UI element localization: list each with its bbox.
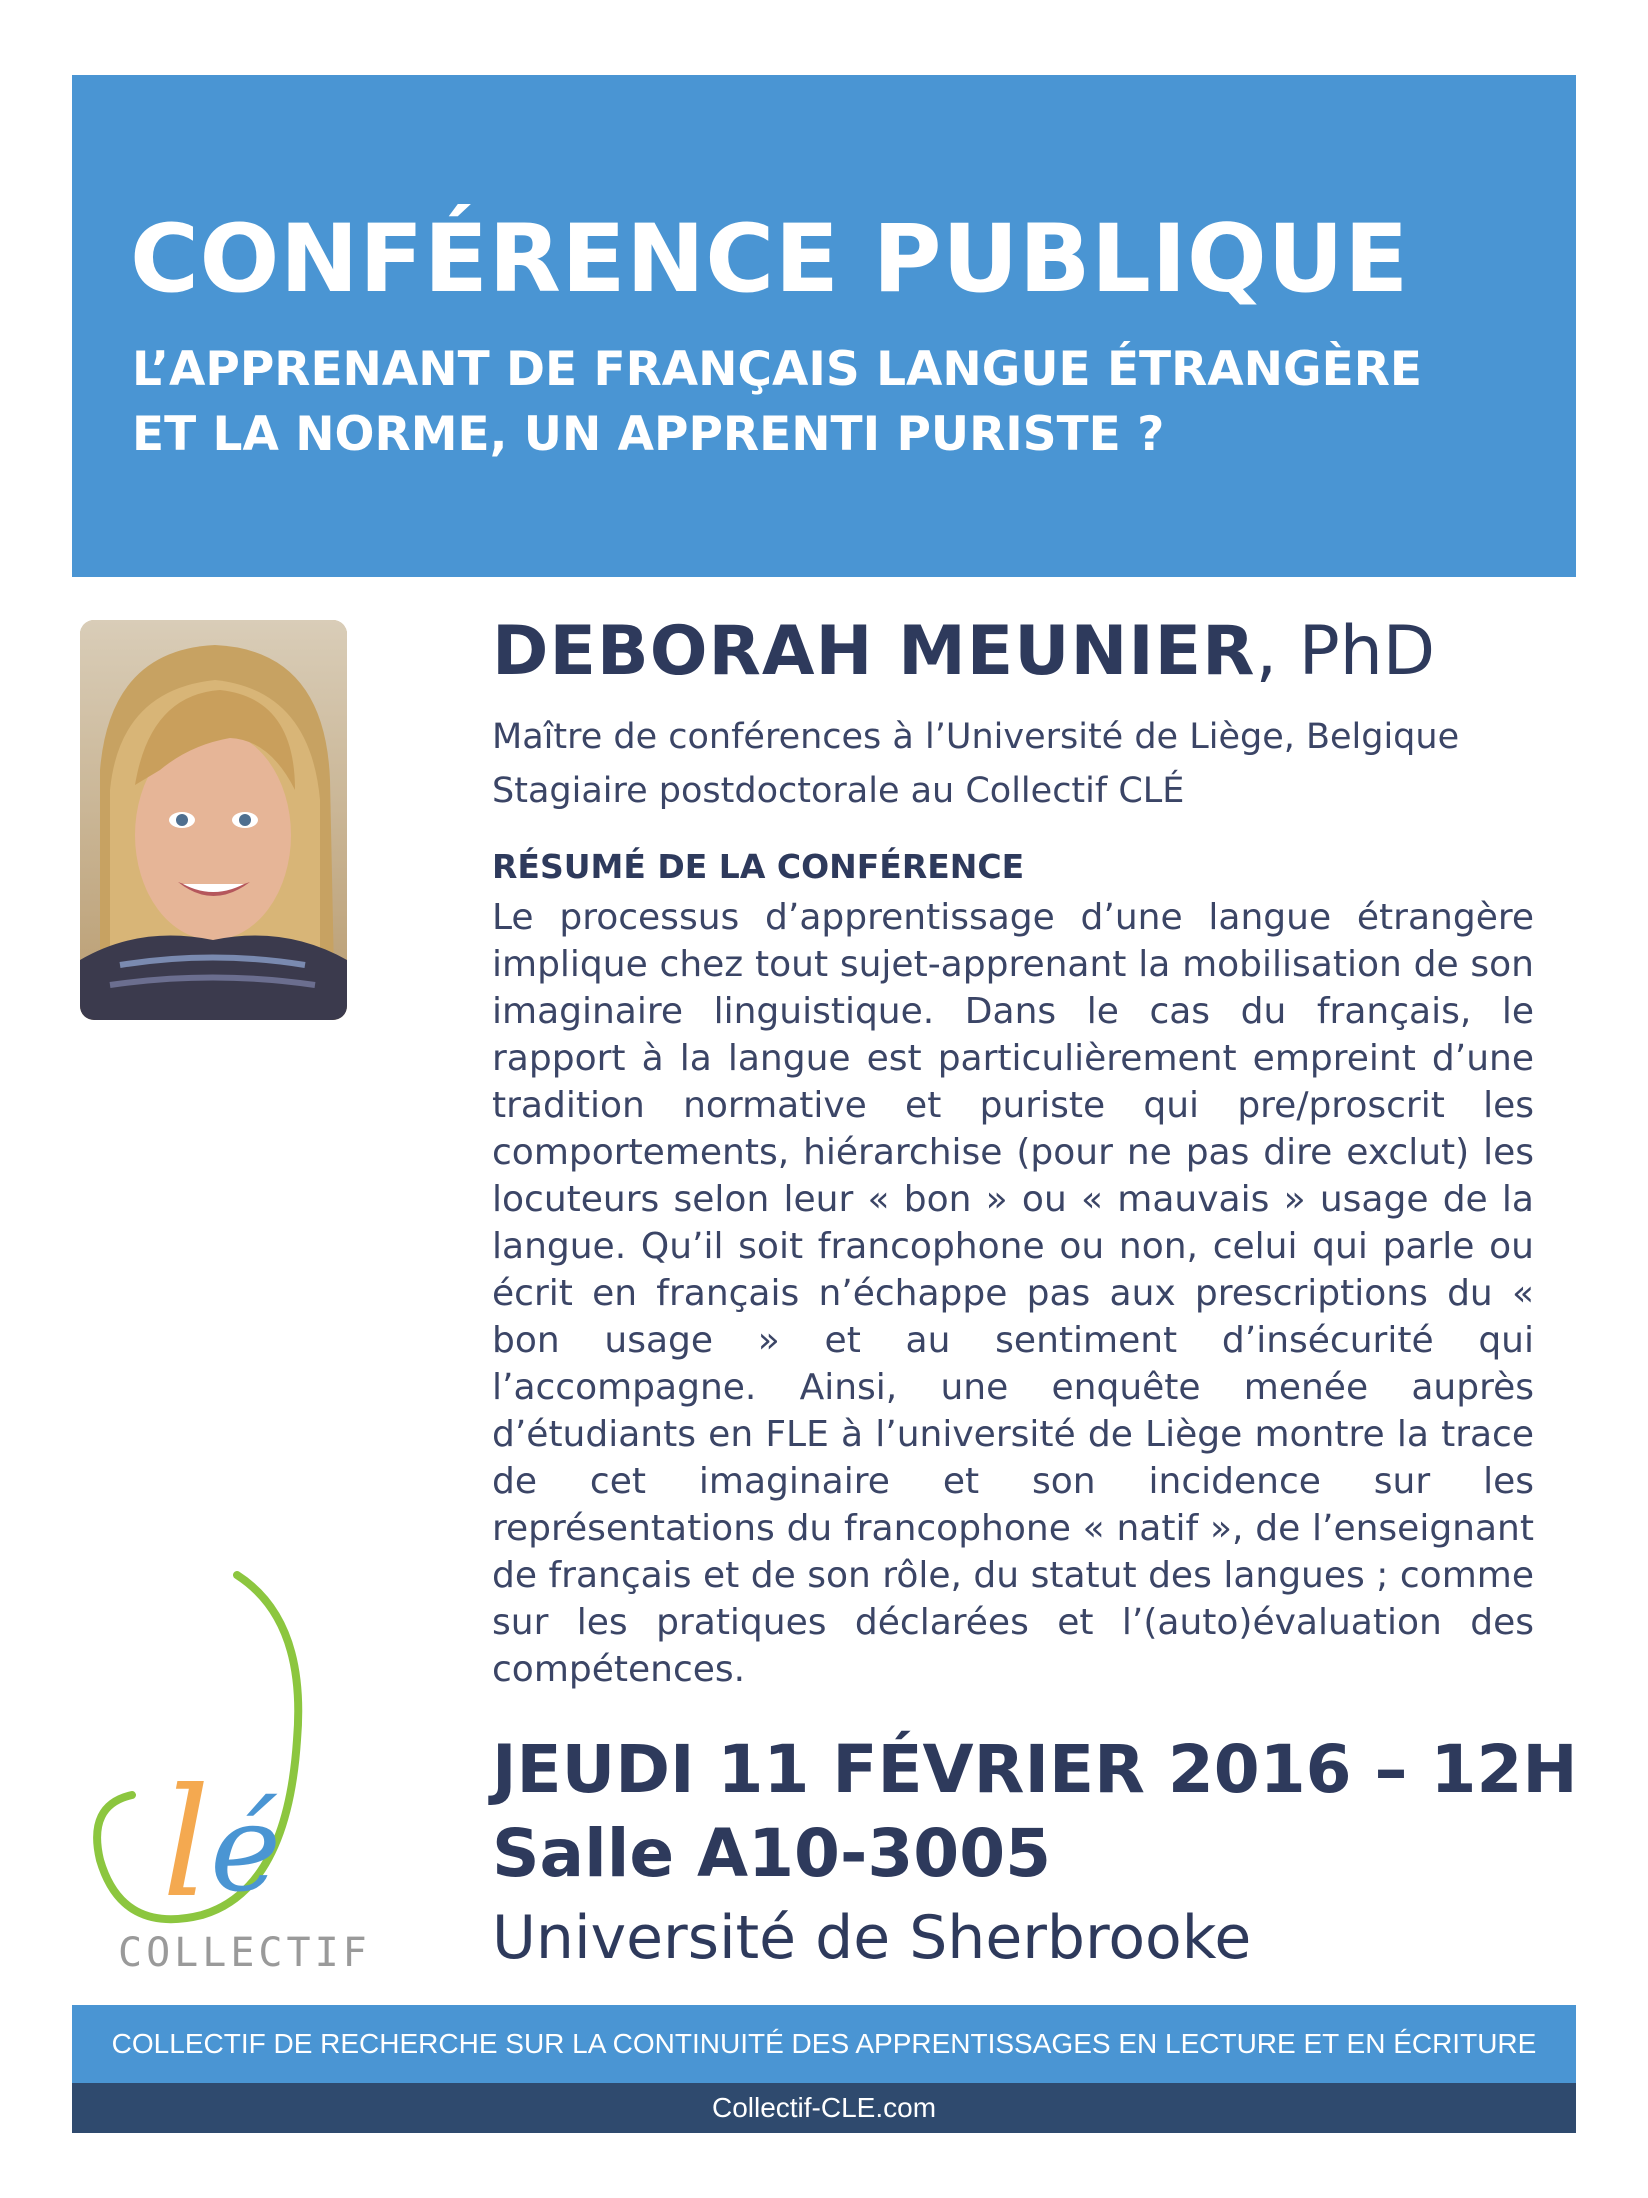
event-university: Université de Sherbrooke — [492, 1903, 1252, 1973]
footer-tagline: COLLECTIF DE RECHERCHE SUR LA CONTINUITÉ DES APPRENTISSAGES EN LECTURE ET EN ÉCRITURE — [72, 2005, 1576, 2083]
event-details — [492, 1728, 1578, 1980]
speaker-degree: , PhD — [1255, 612, 1436, 691]
affiliation-2: Stagiaire postdoctorale au Collectif CLÉ — [492, 771, 1185, 811]
subtitle-line-1: L’APPRENANT DE FRANÇAIS LANGUE ÉTRANGÈRE — [132, 342, 1422, 397]
abstract-text: Le processus d’apprentissage d’une langue étrangère implique chez tout sujet-apprenant la mobilisation de son imaginaire linguistique. Dans le cas du français, le rapport à la langue est particulièrement empreint d’une tradition normative et puriste qui pre/proscrit les comportements, hiérarchise (pour ne pas dire exclut) les locuteurs selon leur « bon » ou « mauvais » usage de la langue. Qu’il soit francophone ou non, celui qui parle ou écrit en français n’échappe pas aux prescriptions du « bon usage » et au sentiment d’insécurité qui l’accompagne. Ainsi, une enquête menée auprès d’étudiants en FLE à l’université de Liège montre la trace de cet imaginaire et son incidence sur les représentations du francophone « natif », de l’enseignant de français et de son rôle, du statut des langues ; comme sur les pratiques déclarées et l’(auto)évaluation des compétences. — [492, 897, 1534, 1690]
collectif-cle-logo — [92, 1560, 382, 1980]
speaker-section — [492, 610, 1534, 1693]
page-title: CONFÉRENCE PUBLIQUE — [130, 205, 1409, 314]
speaker-affiliations — [492, 710, 1534, 818]
event-date: JEUDI 11 FÉVRIER 2016 – 12H — [492, 1731, 1578, 1808]
logo-letter-l: l — [162, 1757, 210, 1931]
logo-letter-e: é — [210, 1780, 282, 1919]
speaker-name: DEBORAH MEUNIER — [492, 612, 1256, 691]
header-banner — [72, 75, 1576, 577]
subtitle-line-2: ET LA NORME, UN APPRENTI PURISTE ? — [132, 407, 1165, 462]
footer-website-link[interactable]: Collectif-CLE.com — [72, 2083, 1576, 2133]
affiliation-1: Maître de conférences à l’Université de Liège, Belgique — [492, 717, 1460, 757]
speaker-photo — [80, 620, 347, 1020]
event-room: Salle A10-3005 — [492, 1815, 1052, 1892]
logo-label: COLLECTIF — [118, 1930, 371, 1976]
conference-subtitle — [132, 337, 1552, 467]
abstract-heading: RÉSUMÉ DE LA CONFÉRENCE — [492, 847, 1025, 886]
speaker-heading — [492, 610, 1534, 694]
